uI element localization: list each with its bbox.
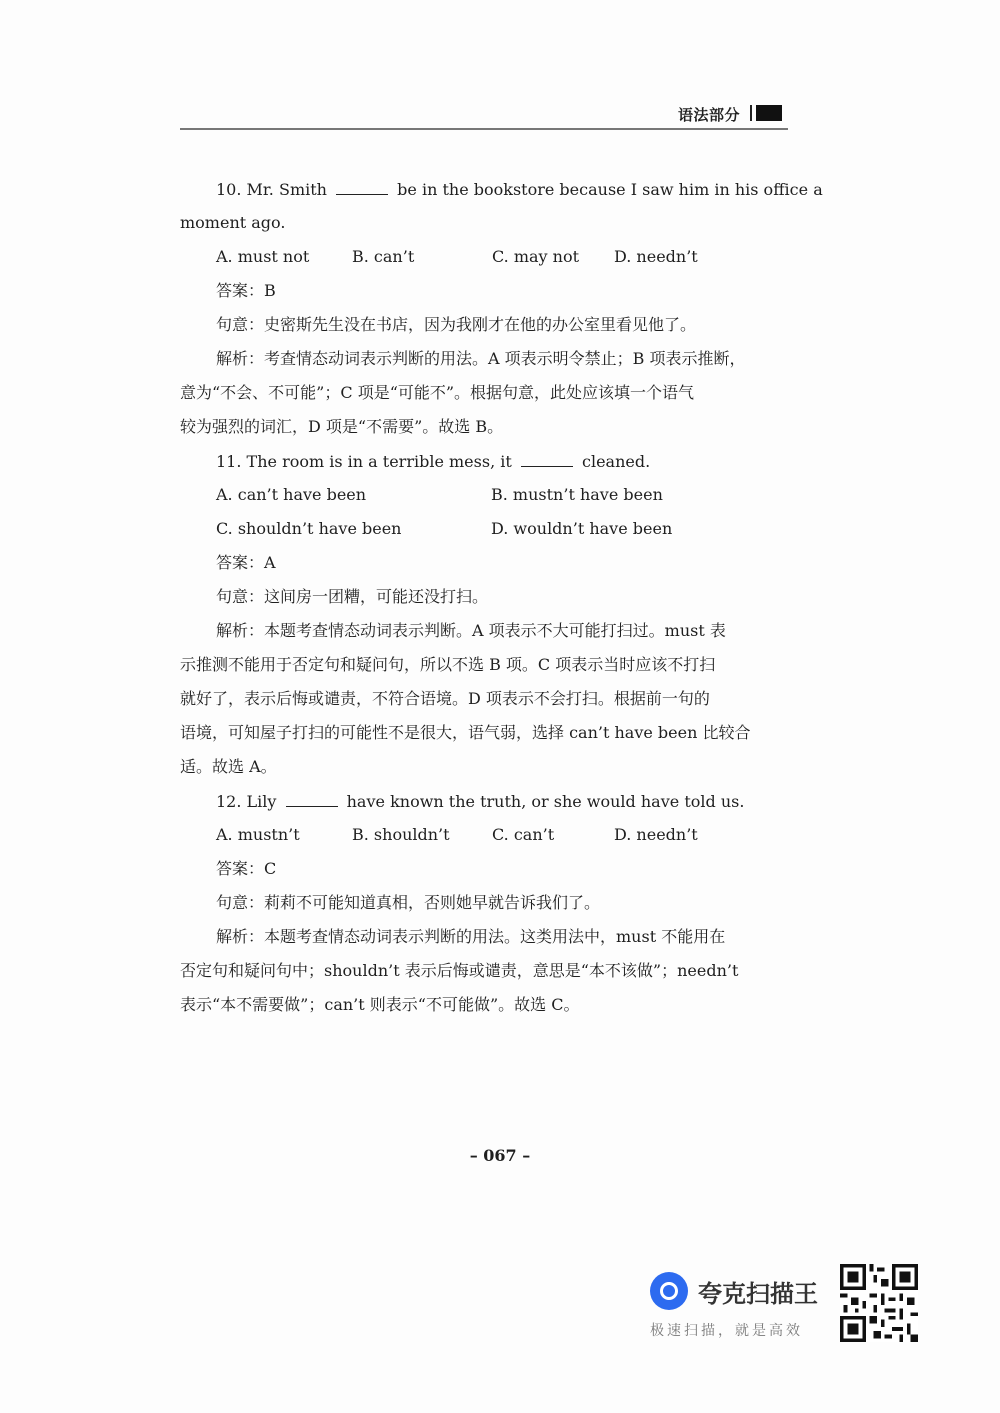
option-c: C. shouldn’t have been [216,519,402,538]
answer-line: 答案：B [216,281,276,300]
option-d: D. needn’t [614,247,698,266]
answer-blank [336,172,388,195]
analysis-line: 意为“不会、不可能”；C 项是“可能不”。根据句意，此处应该填一个语气 [180,383,695,402]
option-row [180,818,786,852]
header-bar-icon [746,104,786,122]
quark-logo-icon [650,1272,688,1310]
watermark-slogan: 极速扫描，就是高效 [650,1323,803,1339]
meaning-line: 句意：这间房一团糟，可能还没打扫。 [216,587,489,606]
running-header [180,100,788,130]
answer-blank [521,444,573,467]
question-stem-continued: moment ago. [180,213,286,232]
scanner-watermark [646,1262,926,1342]
option-b: B. shouldn’t [352,825,450,844]
option-b: B. can’t [352,247,415,266]
analysis-line: 否定句和疑问句中；shouldn’t 表示后悔或谴责，意思是“本不该做”；needn’t [180,961,739,980]
analysis-line: 就好了，表示后悔或谴责，不符合语境。D 项表示不会打扫。根据前一句的 [180,689,710,708]
analysis-line: 解析：本题考查情态动词表示判断的用法。这类用法中，must 不能用在 [216,927,726,946]
option-d: D. needn’t [614,825,698,844]
meaning-line: 句意：史密斯先生没在书店，因为我刚才在他的办公室里看见他了。 [216,315,697,334]
question-stem: 10. Mr. Smith be in the bookstore because I saw him in his office a [180,172,786,206]
option-a: A. can’t have been [216,485,367,504]
answer-blank [286,784,338,807]
analysis-line: 示推测不能用于否定句和疑问句，所以不选 B 项。C 项表示当时应该不打扫 [180,655,716,674]
page-number: – 067 – [469,1146,531,1165]
analysis-line: 表示“本不需要做”；can’t 则表示“不可能做”。故选 C。 [180,995,580,1014]
question-12 [180,784,786,1022]
option-b: B. mustn’t have been [491,485,663,504]
analysis-line: 适。故选 A。 [180,757,277,776]
page-content [180,172,823,1022]
watermark-app-name: 夸克扫描王 [698,1280,818,1308]
meaning-line: 句意：莉莉不可能知道真相，否则她早就告诉我们了。 [216,893,601,912]
header-divider [180,128,788,130]
option-row [180,478,786,512]
analysis-line: 解析：考查情态动词表示判断的用法。A 项表示明令禁止；B 项表示推断， [216,349,746,368]
option-row [180,512,786,546]
answer-line: 答案：C [216,859,277,878]
question-11 [180,444,786,784]
question-stem: 11. The room is in a terrible mess, it cleaned. [180,444,786,478]
option-a: A. must not [216,247,310,266]
qr-code-icon [838,1264,920,1342]
analysis-line: 较为强烈的词汇，D 项是“不需要”。故选 B。 [180,417,504,436]
header-title: 语法部分 [677,106,740,124]
option-c: C. can’t [492,825,555,844]
option-row [180,240,786,274]
answer-line: 答案：A [216,553,276,572]
analysis-line: 语境，可知屋子打扫的可能性不是很大，语气弱，选择 can’t have been 比较合 [180,723,751,742]
option-d: D. wouldn’t have been [491,519,673,538]
question-stem: 12. Lily have known the truth, or she would have told us. [180,784,786,818]
question-10 [180,172,823,444]
option-a: A. mustn’t [216,825,300,844]
option-c: C. may not [492,247,580,266]
analysis-line: 解析：本题考查情态动词表示判断。A 项表示不大可能打扫过。must 表 [216,621,726,640]
